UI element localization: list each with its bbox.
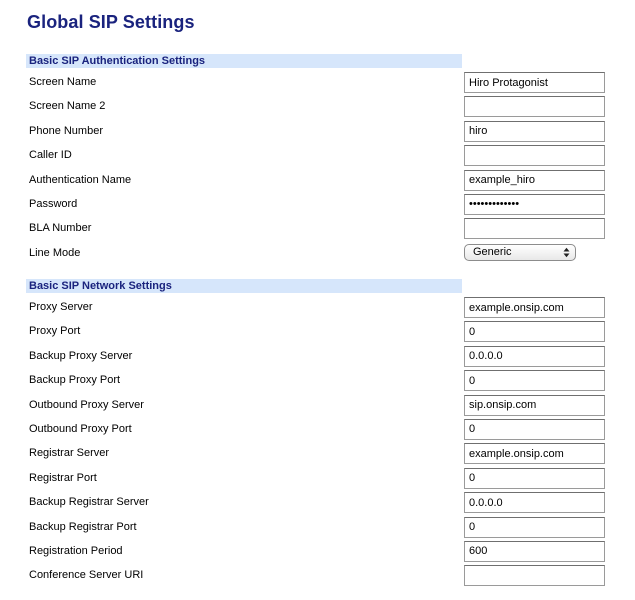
outbound-proxy-server-row (26, 394, 608, 418)
auth-settings-header: Basic SIP Authentication Settings (26, 54, 462, 68)
backup-registrar-server-label: Backup Registrar Server (29, 496, 149, 509)
bla-number-row (26, 217, 608, 241)
bla-number-label: BLA Number (29, 222, 92, 235)
backup-proxy-port-input[interactable] (464, 370, 605, 391)
line-mode-select[interactable] (464, 244, 576, 261)
bla-number-input[interactable] (464, 218, 605, 239)
registrar-server-row (26, 442, 608, 466)
outbound-proxy-port-label: Outbound Proxy Port (29, 422, 132, 435)
password-row (26, 193, 608, 217)
screen-name-2-label: Screen Name 2 (29, 100, 106, 113)
page-title: Global SIP Settings (27, 12, 195, 32)
registrar-server-input[interactable] (464, 443, 605, 464)
proxy-server-label: Proxy Server (29, 301, 93, 313)
backup-registrar-server-row (26, 491, 608, 515)
phone-number-input[interactable] (464, 121, 605, 142)
conference-server-uri-row (26, 564, 608, 588)
password-label: Password (29, 197, 78, 210)
proxy-server-row (26, 296, 608, 320)
line-mode-label: Line Mode (29, 246, 81, 259)
network-settings-header: Basic SIP Network Settings (26, 279, 462, 293)
authentication-name-row (26, 169, 608, 193)
phone-number-label: Phone Number (29, 124, 103, 137)
outbound-proxy-port-input[interactable] (464, 419, 605, 440)
caller-id-input[interactable] (464, 145, 605, 166)
proxy-server-input[interactable] (464, 297, 605, 318)
backup-proxy-port-label: Backup Proxy Port (29, 374, 121, 387)
conference-server-uri-label: Conference Server URI (29, 569, 144, 582)
backup-proxy-server-label: Backup Proxy Server (29, 349, 133, 362)
auth-settings-section (26, 54, 608, 266)
backup-proxy-port-row (26, 369, 608, 393)
caller-id-row (26, 144, 608, 168)
password-input[interactable] (464, 194, 605, 215)
backup-registrar-port-label: Backup Registrar Port (29, 520, 137, 533)
outbound-proxy-port-row (26, 418, 608, 442)
backup-proxy-server-row (26, 345, 608, 369)
registrar-port-label: Registrar Port (29, 471, 97, 484)
screen-name-2-row (26, 95, 608, 119)
registration-period-input[interactable] (464, 541, 605, 562)
backup-registrar-port-row (26, 516, 608, 540)
backup-registrar-port-input[interactable] (464, 517, 605, 538)
proxy-port-input[interactable] (464, 321, 605, 342)
conference-server-uri-input[interactable] (464, 565, 605, 586)
phone-number-row (26, 120, 608, 144)
outbound-proxy-server-input[interactable] (464, 395, 605, 416)
registration-period-label: Registration Period (29, 544, 123, 557)
screen-name-label: Screen Name (29, 76, 97, 88)
authentication-name-label: Authentication Name (29, 173, 132, 186)
screen-name-2-input[interactable] (464, 96, 605, 117)
proxy-port-label: Proxy Port (29, 325, 81, 338)
caller-id-label: Caller ID (29, 149, 72, 162)
screen-name-input[interactable] (464, 72, 605, 93)
registration-period-row (26, 540, 608, 564)
line-mode-selected-value: Generic (473, 245, 512, 258)
line-mode-row (26, 242, 608, 266)
registrar-server-label: Registrar Server (29, 447, 110, 460)
screen-name-row (26, 71, 608, 95)
authentication-name-input[interactable] (464, 170, 605, 191)
network-settings-section (26, 279, 608, 589)
backup-registrar-server-input[interactable] (464, 492, 605, 513)
backup-proxy-server-input[interactable] (464, 346, 605, 367)
proxy-port-row (26, 320, 608, 344)
up-down-arrows-icon (563, 247, 570, 258)
registrar-port-row (26, 467, 608, 491)
registrar-port-input[interactable] (464, 468, 605, 489)
outbound-proxy-server-label: Outbound Proxy Server (29, 398, 144, 411)
